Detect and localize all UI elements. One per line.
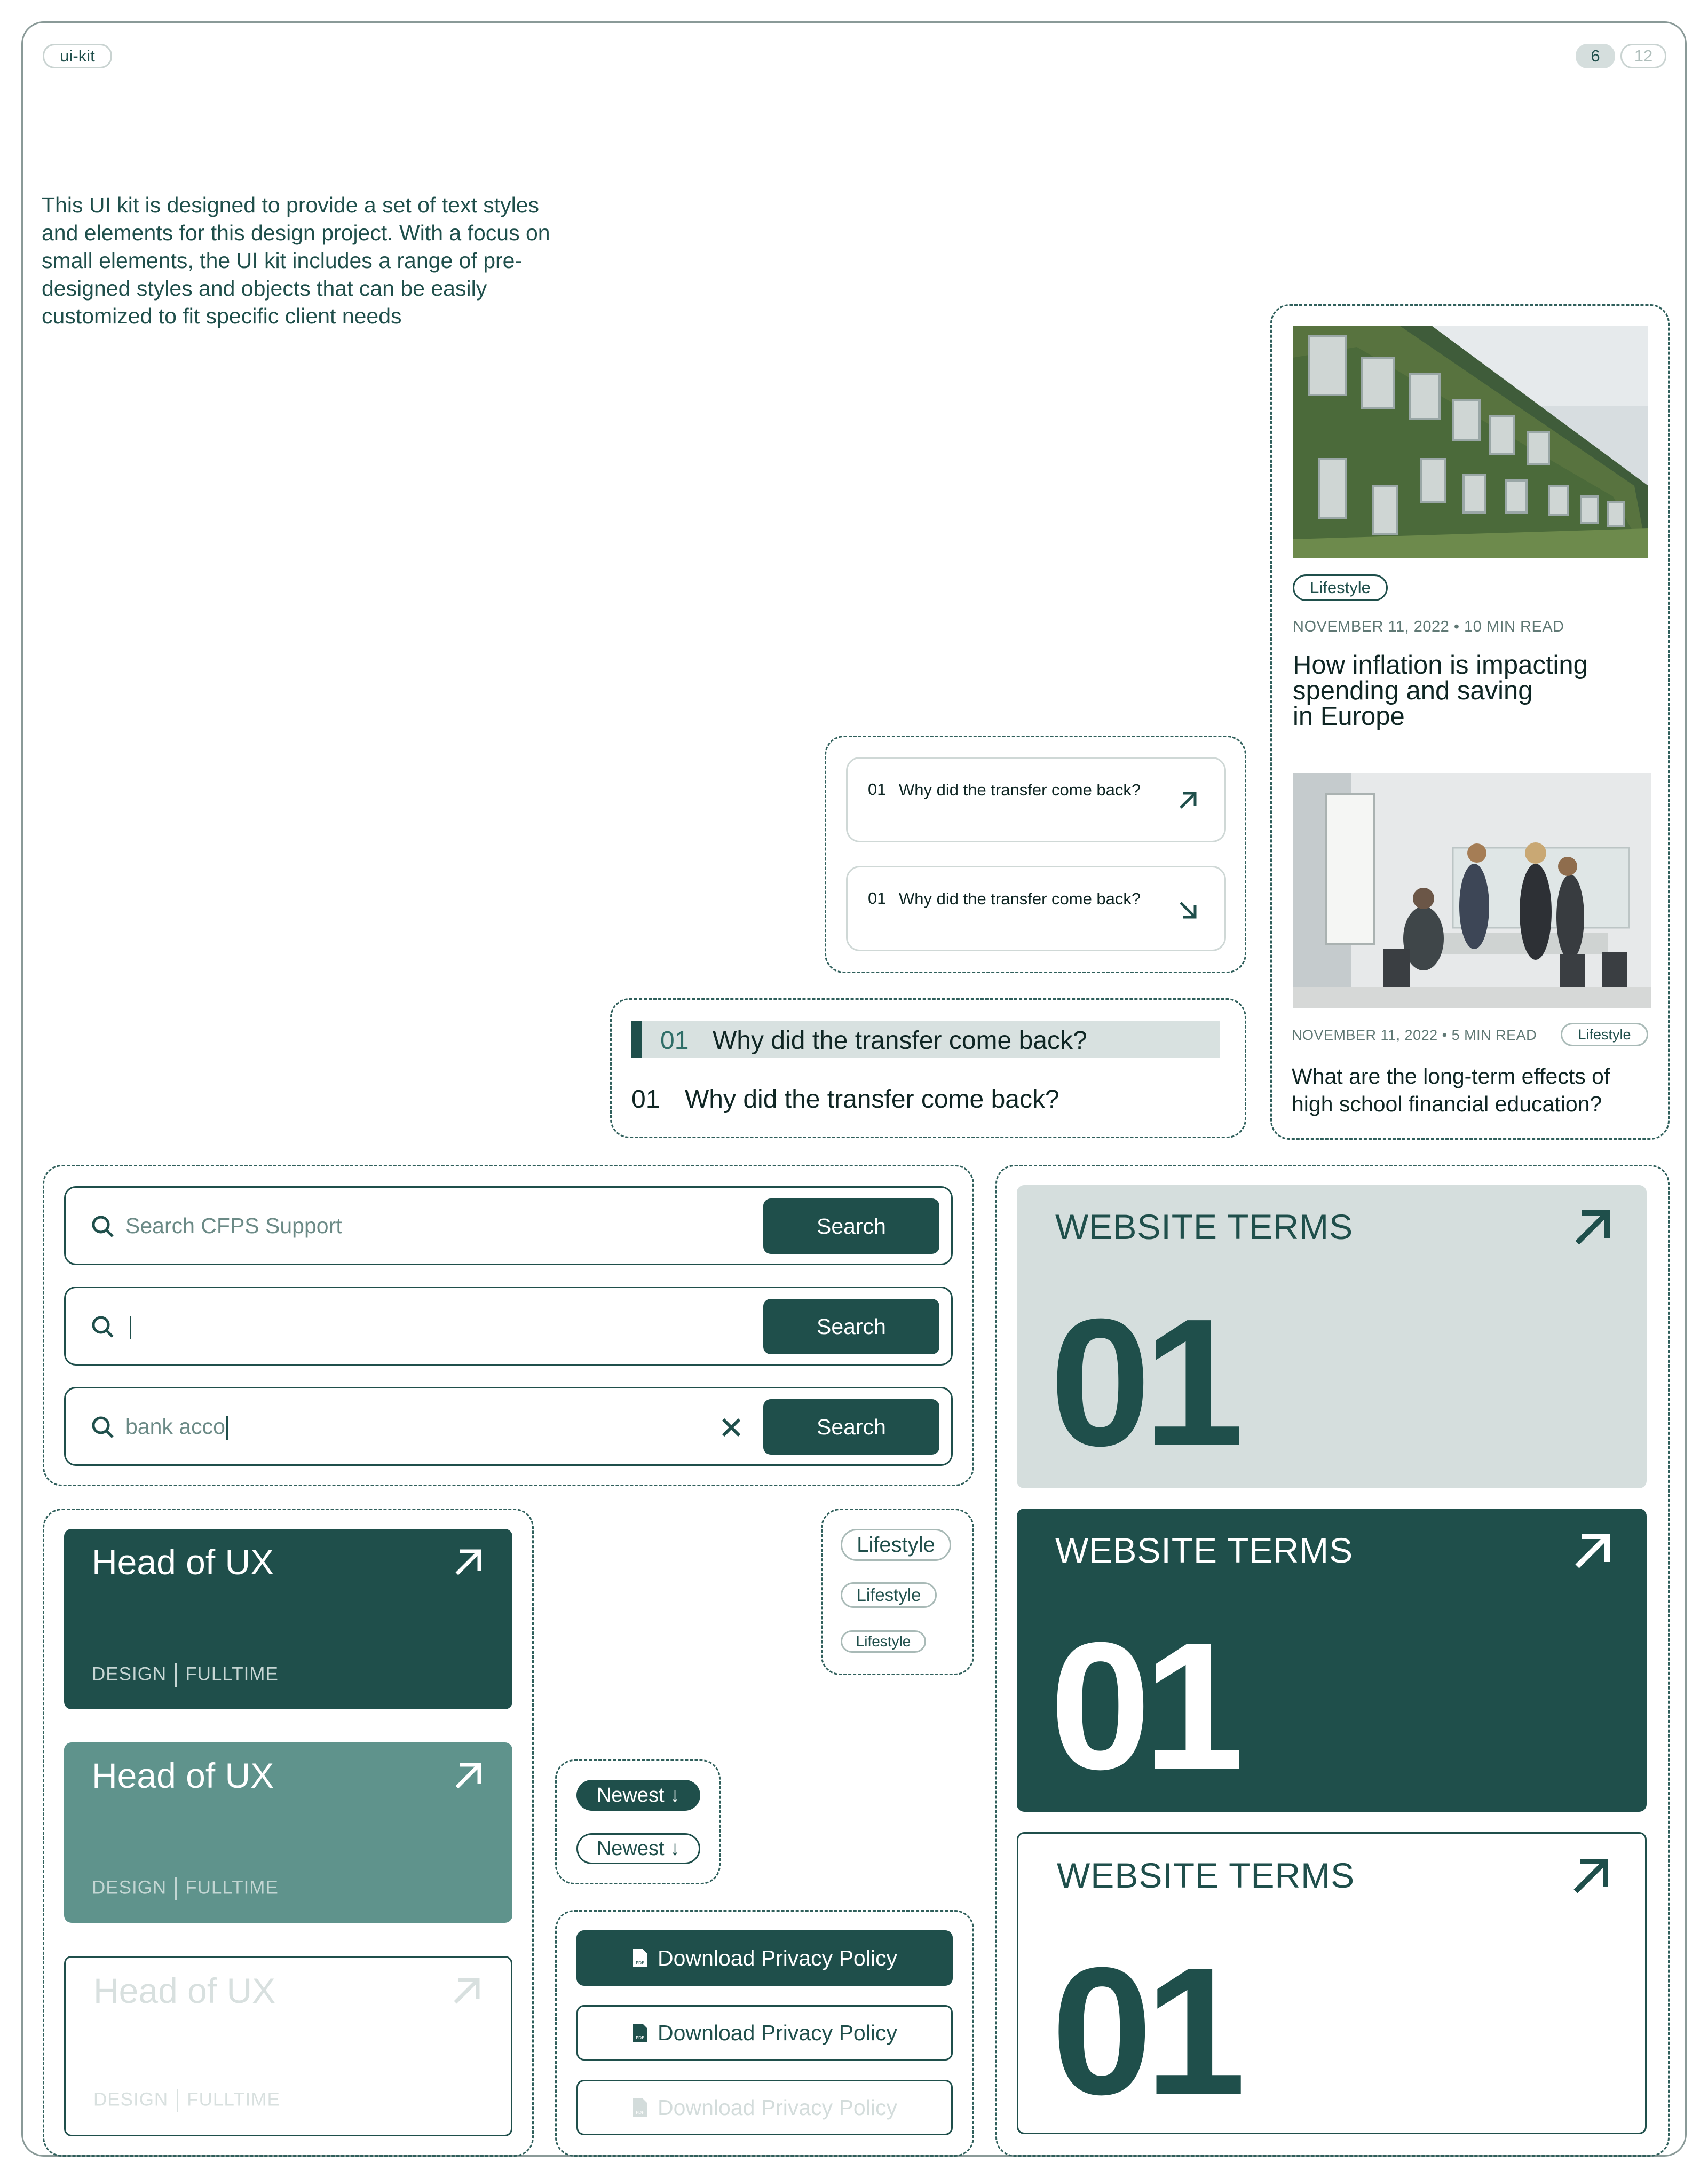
arrow-up-right-icon	[1568, 1854, 1612, 1898]
arrow-down-right-icon	[1174, 896, 1202, 924]
faq-row-number: 01	[660, 1027, 689, 1055]
article-meta: NOVEMBER 11, 2022 • 5 MIN READ	[1292, 1027, 1537, 1043]
terms-title: WEBSITE TERMS	[1057, 1856, 1355, 1895]
article-image-office-meeting[interactable]	[1293, 773, 1651, 1008]
tag-large[interactable]: Lifestyle	[841, 1529, 951, 1561]
article-meta: NOVEMBER 11, 2022 • 10 MIN READ	[1293, 618, 1564, 635]
svg-text:PDF: PDF	[636, 2110, 644, 2115]
text-caret	[130, 1316, 131, 1339]
download-button-outline[interactable]	[576, 2005, 953, 2061]
faq-row-question: Why did the transfer come back?	[685, 1085, 1059, 1114]
faq-row-number: 01	[631, 1085, 660, 1114]
intro-text: This UI kit is designed to provide a set of text styles and elements for this design project. With a focus on small elements, the UI kit includes a range of pre-designed styles and objects that can be easily customized to fit specific client needs	[42, 193, 550, 328]
ui-kit-label: ui-kit	[43, 44, 112, 68]
headline-line: What are the long-term effects of	[1292, 1064, 1610, 1088]
sort-group	[555, 1759, 721, 1884]
svg-text:PDF: PDF	[636, 1961, 644, 1966]
terms-card-light[interactable]	[1017, 1185, 1647, 1488]
search-button[interactable]: Search	[763, 1198, 939, 1254]
article-tag[interactable]: Lifestyle	[1293, 574, 1388, 601]
headline-line: spending and saving	[1293, 676, 1533, 705]
search-input[interactable]: Search CFPS Support	[125, 1213, 342, 1238]
job-type: FULLTIME	[185, 1663, 279, 1685]
terms-card-dark[interactable]	[1017, 1509, 1647, 1812]
search-icon	[90, 1414, 116, 1441]
active-indicator	[631, 1021, 642, 1058]
search-button[interactable]: Search	[763, 1399, 939, 1455]
text-caret	[226, 1416, 228, 1440]
separator	[177, 2089, 178, 2112]
arrow-up-right-icon	[452, 1546, 485, 1579]
job-card-disabled	[64, 1956, 512, 2136]
faq-number: 01	[868, 780, 887, 799]
article-headline[interactable]	[1292, 1062, 1610, 1118]
faq-number: 01	[868, 889, 887, 908]
separator	[175, 1663, 177, 1687]
terms-number: 01	[1050, 1605, 1237, 1808]
job-meta	[92, 1663, 279, 1687]
faq-question: Why did the transfer come back?	[899, 780, 1141, 799]
terms-card-outline[interactable]	[1017, 1832, 1647, 2134]
search-field-placeholder[interactable]	[64, 1186, 953, 1265]
download-label: Download Privacy Policy	[658, 2020, 897, 2045]
pdf-file-icon	[632, 2023, 648, 2043]
article-headline[interactable]	[1293, 652, 1588, 729]
tag-small[interactable]: Lifestyle	[841, 1630, 926, 1653]
tag-medium[interactable]: Lifestyle	[841, 1582, 937, 1608]
sort-newest-outline[interactable]: Newest ↓	[576, 1833, 700, 1864]
headline-line: in Europe	[1293, 702, 1405, 731]
headline-line: How inflation is impacting	[1293, 651, 1588, 680]
clear-icon[interactable]	[720, 1416, 742, 1439]
job-meta	[93, 2089, 280, 2112]
job-card-hover[interactable]	[64, 1742, 512, 1923]
job-card[interactable]	[64, 1529, 512, 1709]
arrow-up-right-icon	[452, 1759, 485, 1793]
search-field-filled[interactable]	[64, 1387, 953, 1466]
download-button-filled[interactable]	[576, 1930, 953, 1986]
job-title: Head of UX	[92, 1542, 274, 1582]
job-meta	[92, 1877, 279, 1900]
headline-line: high school financial education?	[1292, 1092, 1602, 1116]
sort-newest-filled[interactable]: Newest ↓	[576, 1780, 700, 1811]
job-dept: DESIGN	[92, 1663, 167, 1685]
terms-number: 01	[1050, 1281, 1237, 1484]
article-tag[interactable]: Lifestyle	[1561, 1023, 1648, 1046]
job-type: FULLTIME	[187, 2089, 280, 2110]
job-dept: DESIGN	[92, 1877, 167, 1898]
page-indicator-total[interactable]: 12	[1620, 44, 1666, 68]
article-image-green-building[interactable]	[1293, 326, 1648, 558]
job-dept: DESIGN	[93, 2089, 169, 2110]
terms-number: 01	[1051, 1930, 1239, 2133]
search-button[interactable]: Search	[763, 1299, 939, 1354]
search-input[interactable]	[129, 1314, 131, 1339]
arrow-up-right-icon	[1570, 1205, 1614, 1249]
faq-question: Why did the transfer come back?	[899, 889, 1141, 908]
job-title: Head of UX	[92, 1756, 274, 1795]
terms-title: WEBSITE TERMS	[1055, 1530, 1354, 1570]
job-title: Head of UX	[93, 1971, 276, 2010]
terms-title: WEBSITE TERMS	[1055, 1207, 1354, 1246]
arrow-up-right-icon	[1174, 786, 1202, 814]
page-indicator-current[interactable]: 6	[1576, 44, 1615, 68]
faq-row[interactable]	[631, 1080, 1220, 1118]
search-value: bank acco	[125, 1414, 225, 1439]
search-input[interactable]	[125, 1414, 228, 1440]
download-button-disabled	[576, 2080, 953, 2135]
arrow-up-right-icon	[450, 1975, 483, 2008]
pdf-file-icon	[632, 1948, 648, 1968]
faq-row-active[interactable]	[631, 1021, 1220, 1058]
search-field-focused[interactable]	[64, 1287, 953, 1366]
separator	[175, 1877, 177, 1900]
job-type: FULLTIME	[185, 1877, 279, 1898]
download-label: Download Privacy Policy	[658, 1945, 897, 1970]
faq-card[interactable]	[846, 866, 1226, 951]
svg-text:PDF: PDF	[636, 2035, 644, 2040]
faq-row-question: Why did the transfer come back?	[713, 1027, 1087, 1055]
download-label: Download Privacy Policy	[658, 2095, 897, 2120]
search-icon	[90, 1213, 116, 1240]
pdf-file-icon	[632, 2097, 648, 2118]
arrow-up-right-icon	[1570, 1529, 1614, 1573]
search-icon	[90, 1314, 116, 1340]
faq-card[interactable]	[846, 757, 1226, 842]
